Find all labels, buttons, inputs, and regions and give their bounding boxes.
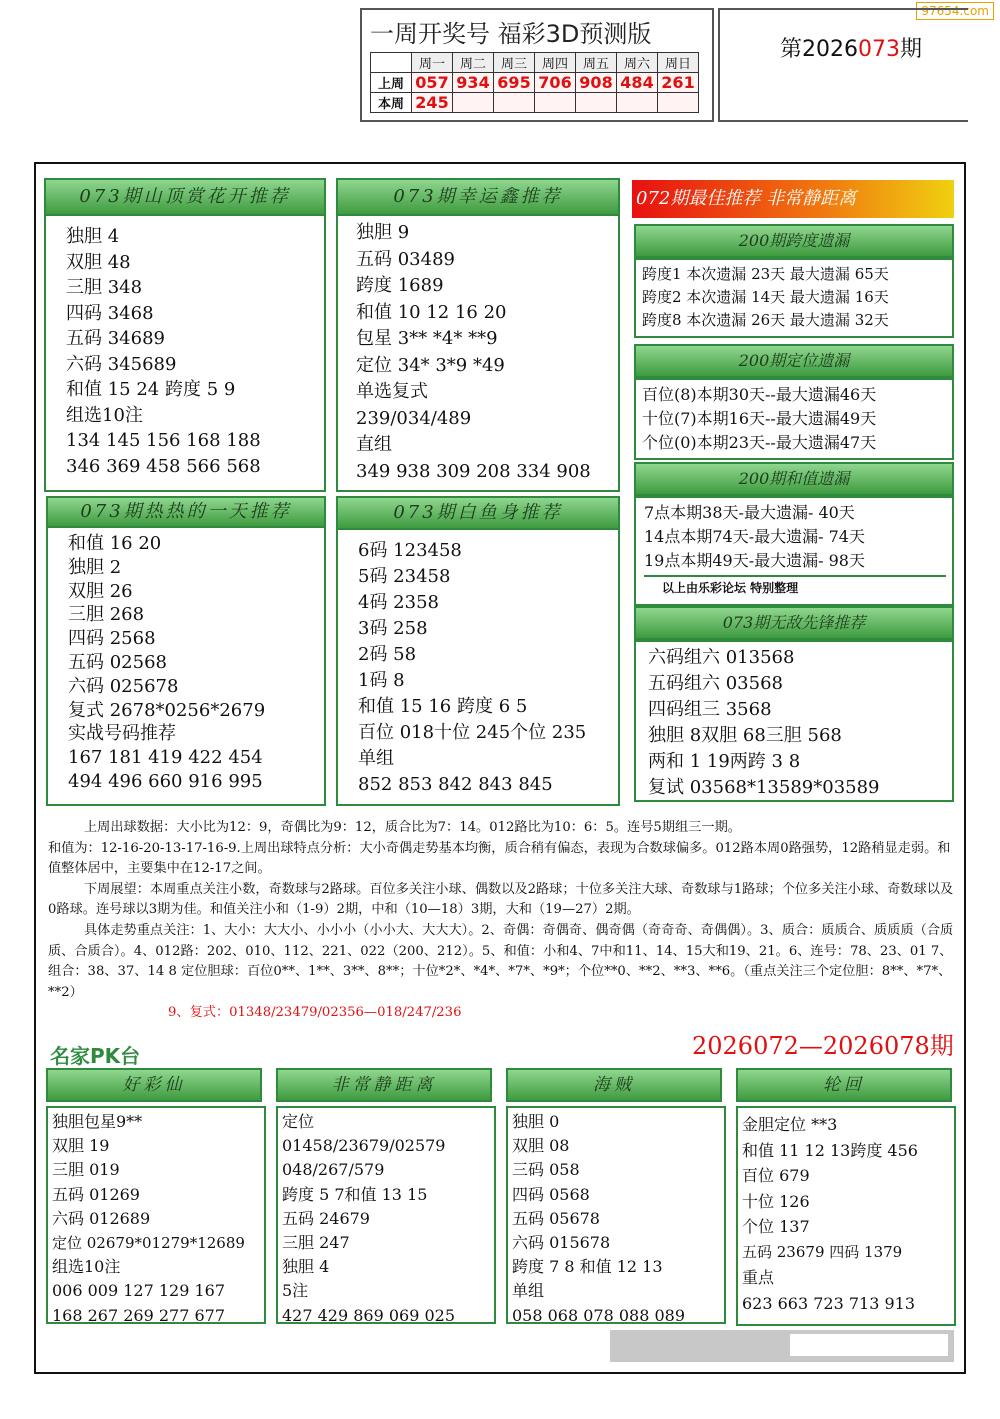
pick-line: 跨度 1689 (356, 275, 444, 296)
weekly-draw-box (360, 8, 714, 122)
pick-line: 复试 03568*13589*03589 (648, 777, 880, 798)
panel-body (634, 378, 954, 460)
issue-prefix: 第2026 (780, 37, 858, 62)
pick-line: 五码 01269 (52, 1184, 140, 1204)
pick-line: 4码 2358 (358, 592, 439, 613)
panel-shanding (44, 178, 326, 492)
pick-line: 实战号码推荐 (68, 723, 176, 745)
panel-baiyu (336, 496, 620, 806)
pick-line: 349 938 309 208 334 908 (356, 460, 591, 482)
draw-number: 908 (576, 73, 617, 93)
pick-line: 六码 345689 (66, 353, 177, 375)
stat-line: 19点本期49天-最大遗漏- 98天 (644, 551, 865, 570)
issue-box (718, 8, 968, 122)
pick-line: 494 496 660 916 995 (68, 770, 263, 792)
draw-number (617, 93, 658, 113)
pick-line: 167 181 419 422 454 (68, 747, 263, 769)
pk-title: 海贼 (506, 1068, 722, 1102)
stat-line: 个位(0)本期23天--最大遗漏47天 (642, 433, 877, 452)
pick-line: 852 853 842 843 845 (358, 774, 553, 795)
pick-line: 组选10注 (66, 404, 143, 426)
panel-body (66, 224, 318, 479)
pick-line: 金胆定位 **3 (742, 1115, 838, 1134)
panel-title: 073期山顶赏花开推荐 (46, 180, 324, 216)
stat-line: 十位(7)本期16天--最大遗漏49天 (642, 409, 877, 428)
pick-line: 和值 15 16 跨度 6 5 (358, 696, 528, 717)
pick-line: 个位 137 (742, 1217, 810, 1236)
draw-number: 484 (617, 73, 658, 93)
pick-line: 134 145 156 168 188 (66, 430, 261, 451)
analysis-p3: 下周展望：本周重点关注小数，奇数球与2路球。百位多关注小球、偶数以及2路球；十位多关注大球、奇数球与1路球；个位多关注小球、奇数球以及0路球。连号球以3期为佳。和值关注小和（1-9）2期，中和（10—18）3期，大和（19—27）2期。 (48, 881, 954, 918)
pick-line: 四码组三 3568 (648, 699, 772, 720)
last-week-label: 上周 (371, 73, 412, 93)
issue-range: 2026072—2026078期 (692, 1032, 954, 1060)
draw-number (453, 93, 494, 113)
pick-line: 五码 03489 (356, 248, 455, 270)
pick-line: 独胆 2 (68, 556, 122, 578)
panel-body (634, 496, 954, 606)
pick-line: 定位 34* 3*9 *49 (356, 354, 505, 376)
pick-line: 两和 1 19两跨 3 8 (648, 751, 801, 772)
pick-line: 623 663 723 713 913 (742, 1293, 916, 1313)
panel-title: 200期和值遗漏 (634, 462, 954, 496)
stat-line: 百位(8)本期30天--最大遗漏46天 (642, 385, 877, 404)
stat-line: 跨度8 本次遗漏 26天 最大遗漏 32天 (642, 311, 889, 329)
panel-dingwei (634, 344, 954, 458)
panel-body (634, 258, 954, 338)
pk-body (46, 1106, 266, 1324)
issue-num: 073 (858, 37, 900, 62)
stat-line: 跨度2 本次遗漏 14天 最大遗漏 16天 (642, 288, 889, 306)
pick-line: 重点 (742, 1268, 775, 1287)
pick-line: 三胆 348 (66, 277, 143, 298)
issue-suffix: 期 (900, 37, 923, 62)
main-sheet (34, 162, 966, 1374)
pick-line: 048/267/579 (282, 1160, 385, 1180)
pk-body (506, 1106, 726, 1324)
draw-number: 695 (494, 73, 535, 93)
pick-line: 5码 23458 (358, 566, 451, 587)
pick-line: 单选复式 (356, 381, 428, 402)
credit-note: 以上由乐彩论坛 特别整理 (644, 575, 946, 599)
draw-number: 057 (412, 73, 453, 93)
pick-line: 独胆 8双胆 68三胆 568 (648, 725, 842, 746)
panel-body (68, 532, 318, 794)
pick-line: 跨度 7 8 和值 12 13 (512, 1257, 663, 1277)
pick-line: 单组 (358, 748, 394, 769)
pick-line: 三码 058 (512, 1160, 580, 1180)
best-recommend-banner: 072期最佳推荐 非常静距离 (632, 180, 954, 218)
pick-line: 1码 8 (358, 670, 405, 691)
draw-number (535, 93, 576, 113)
panel-body (356, 220, 612, 485)
issue-number (780, 32, 922, 63)
pick-line: 十位 126 (742, 1191, 810, 1211)
pick-line: 百位 018十位 245个位 235 (358, 722, 587, 743)
pick-line: 006 009 127 129 167 (52, 1281, 226, 1301)
stat-line: 跨度1 本次遗漏 23天 最大遗漏 65天 (642, 265, 889, 283)
pick-line: 双胆 08 (512, 1136, 570, 1156)
weekly-draw-title: 一周开奖号 福彩3D预测版 (370, 20, 652, 48)
panel-title: 073期热热的一天推荐 (48, 498, 324, 528)
pick-line: 3码 258 (358, 618, 428, 639)
pick-line: 独胆 4 (66, 226, 120, 247)
day-header: 周一 (412, 53, 453, 73)
draw-number (658, 93, 699, 113)
panel-body (634, 640, 954, 802)
pk-title: 非常静距离 (276, 1068, 492, 1102)
stat-line: 14点本期74天-最大遗漏- 74天 (644, 527, 865, 546)
panel-xianfeng (634, 606, 954, 802)
draw-number (576, 93, 617, 113)
panel-title: 200期定位遗漏 (634, 344, 954, 378)
pk-title: 好彩仙 (46, 1068, 262, 1102)
pick-line: 四码 2568 (68, 628, 156, 650)
pick-line: 双胆 26 (68, 580, 133, 602)
analysis-p2: 和值为：12-16-20-13-17-16-9.上周出球特点分析：大小奇偶走势基本均衡，质合稍有偏态，表现为合数球偏多。012路本周0路强势，12路稍显走弱。和值整体居中，主要集中在12-17之间。 (48, 840, 951, 877)
pick-line: 百位 679 (742, 1166, 810, 1185)
panel-body (358, 538, 612, 798)
pick-line: 包星 3** *4* **9 (356, 328, 498, 349)
pick-line: 定位 02679*01279*12689 (52, 1234, 245, 1253)
panel-kuadu (634, 224, 954, 338)
pick-line: 六码 012689 (52, 1208, 151, 1228)
day-header: 周五 (576, 53, 617, 73)
pick-line: 五码 05678 (512, 1208, 600, 1228)
analysis-p4-lead: 具体走势重点关注： (84, 922, 203, 938)
pick-line: 五码组六 03568 (648, 673, 783, 694)
panel-title: 200期跨度遗漏 (634, 224, 954, 258)
pick-line: 427 429 869 069 025 (282, 1305, 456, 1324)
pick-line: 五码 02568 (68, 651, 167, 673)
pick-line: 双胆 19 (52, 1136, 110, 1156)
pick-line: 5注 (282, 1281, 309, 1301)
panel-rere (46, 496, 326, 806)
pick-line: 五码 23679 四码 1379 (742, 1242, 903, 1261)
pick-line: 跨度 5 7和值 13 15 (282, 1184, 428, 1204)
draw-number: 934 (453, 73, 494, 93)
pick-line: 直组 (356, 434, 392, 455)
pk-label: 名家PK台 (50, 1044, 141, 1068)
day-header: 周日 (658, 53, 699, 73)
pick-line: 六码 025678 (68, 675, 179, 697)
pick-line: 独胆 0 (512, 1112, 560, 1131)
panel-title: 073期无敌先锋推荐 (634, 606, 954, 640)
analysis-text (48, 818, 954, 1024)
stat-line: 7点本期38天-最大遗漏- 40天 (644, 503, 855, 522)
pick-line: 独胆 4 (282, 1257, 330, 1277)
pick-line: 三胆 247 (282, 1233, 350, 1253)
pick-line: 346 369 458 566 568 (66, 455, 261, 477)
pk-title: 轮回 (736, 1068, 952, 1102)
pick-line: 独胆包星9** (52, 1112, 143, 1131)
pick-line: 三胆 268 (68, 604, 145, 626)
analysis-p1: 上周出球数据：大小比为12：9，奇偶比为9：12，质合比为7：14。012路比为10：6：5。连号5期组三一期。 (84, 820, 741, 835)
day-header: 周四 (535, 53, 576, 73)
pick-line: 五码 24679 (282, 1208, 370, 1228)
pick-line: 和值 15 24 跨度 5 9 (66, 379, 236, 400)
pick-line: 独胆 9 (356, 222, 410, 243)
panel-xingyun (336, 178, 620, 492)
pick-line: 四码 0568 (512, 1184, 590, 1204)
pick-line: 单组 (512, 1281, 545, 1301)
day-header: 周二 (453, 53, 494, 73)
pick-line: 和值 16 20 (68, 533, 162, 554)
site-tag[interactable]: 97654.com (916, 2, 994, 20)
day-header: 周三 (494, 53, 535, 73)
panel-title: 073期白鱼身推荐 (338, 498, 618, 530)
day-header: 周六 (617, 53, 658, 73)
pick-line: 双胆 48 (66, 251, 131, 273)
corner-cell (371, 53, 412, 73)
pk-body (736, 1106, 956, 1326)
pick-line: 复式 2678*0256*2679 (68, 699, 266, 721)
analysis-p5: 9、复式：01348/23479/02356—018/247/236 (168, 1005, 462, 1021)
pick-line: 058 068 078 088 089 (512, 1305, 686, 1324)
pick-line: 6码 123458 (358, 540, 462, 561)
pick-line: 定位 (282, 1112, 315, 1131)
pick-line: 2码 58 (358, 644, 417, 665)
draw-number: 245 (412, 93, 453, 113)
draw-number: 261 (658, 73, 699, 93)
pick-line: 和值 10 12 16 20 (356, 301, 507, 323)
weekly-draw-table (370, 52, 699, 113)
pk-body (276, 1106, 496, 1324)
draw-number: 706 (535, 73, 576, 93)
pick-line: 168 267 269 277 677 (52, 1305, 226, 1324)
draw-number (494, 93, 535, 113)
pick-line: 四码 3468 (66, 302, 154, 324)
this-week-label: 本周 (371, 93, 412, 113)
analysis-p4-body: 1、大小：大大小、小小小（小小大、大大大）。2、奇偶：奇偶奇、偶奇偶（奇奇奇、奇偶偶）。3、质合：质质合、质质质（合质质、合质合）。4、012路：202、010、112、221、022（200、212）。5、和值：小和4、7中和11、14、15大和19、21。6、连号：78、23、01 7、组合：38、37、14 8 定位胆球：百位0**、1**、3**、8**；十位*2*、*4*、*7*、*9*；个位**0、**2、**3、**6。（重点关注三个定位胆：8**、*7*、**2） (48, 922, 954, 1000)
footer-bar-slot (790, 1334, 948, 1356)
pick-line: 五码 34689 (66, 328, 165, 349)
pick-line: 六码组六 013568 (648, 647, 795, 668)
pick-line: 239/034/489 (356, 407, 472, 429)
pick-line: 01458/23679/02579 (282, 1136, 446, 1156)
pick-line: 和值 11 12 13跨度 456 (742, 1140, 918, 1160)
pick-line: 组选10注 (52, 1257, 121, 1277)
pick-line: 三胆 019 (52, 1160, 120, 1180)
panel-title: 073期幸运鑫推荐 (338, 180, 618, 216)
pick-line: 六码 015678 (512, 1233, 611, 1253)
panel-hezhi (634, 462, 954, 602)
